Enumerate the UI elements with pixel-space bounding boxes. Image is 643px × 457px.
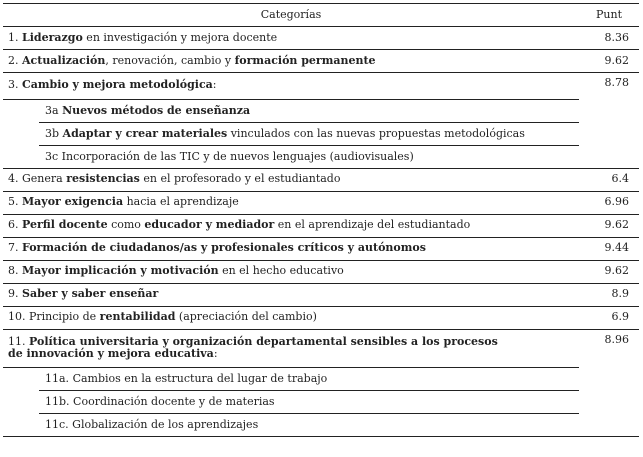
row-score: 8.78 bbox=[604, 76, 629, 89]
subcategory-row bbox=[3, 99, 639, 123]
subcategory-label: 3a Nuevos métodos de enseñanza bbox=[39, 100, 579, 123]
table-row bbox=[3, 214, 639, 237]
subcategory-label: 3c Incorporación de las TIC y de nuevos lenguajes (audiovisuales) bbox=[45, 149, 414, 163]
subcategory-row bbox=[3, 146, 639, 169]
table-row bbox=[3, 50, 639, 73]
row-label: 2. Actualización, renovación, cambio y formación permanente bbox=[3, 50, 579, 73]
categories-table bbox=[3, 3, 639, 437]
row-score: 9.62 bbox=[579, 214, 639, 237]
row-score: 9.62 bbox=[579, 50, 639, 73]
row-score: 8.36 bbox=[579, 27, 639, 50]
row-score: 8.9 bbox=[579, 283, 639, 306]
table-row bbox=[3, 191, 639, 214]
row-label: 1. Liderazgo en investigación y mejora docente bbox=[3, 27, 579, 50]
table-row bbox=[3, 237, 639, 260]
row-score: 9.62 bbox=[579, 260, 639, 283]
header-categories: Categorías bbox=[3, 4, 579, 27]
row-score: 8.96 bbox=[604, 332, 629, 346]
row-label: 8. Mayor implicación y motivación en el hecho educativo bbox=[3, 260, 579, 283]
subcategory-label: 11b. Coordinación docente y de materias bbox=[39, 391, 579, 414]
table-row bbox=[3, 168, 639, 191]
header-score: Punt bbox=[579, 4, 639, 27]
header-row bbox=[3, 4, 639, 27]
subcategory-row bbox=[3, 123, 639, 146]
subcategory-row bbox=[3, 368, 639, 392]
row-label: 7. Formación de ciudadanos/as y profesionales críticos y autónomos bbox=[3, 237, 579, 260]
subcategory-label: 11a. Cambios en la estructura del lugar de trabajo bbox=[39, 368, 579, 391]
categories-table-container bbox=[3, 3, 639, 437]
table-row bbox=[3, 306, 639, 329]
table-row bbox=[3, 329, 639, 368]
row-label: 4. Genera resistencias en el profesorado y el estudiantado bbox=[3, 168, 579, 191]
table-row bbox=[3, 283, 639, 306]
row-label: 9. Saber y saber enseñar bbox=[3, 283, 579, 306]
row-score: 9.44 bbox=[579, 237, 639, 260]
row-score: 6.96 bbox=[579, 191, 639, 214]
row-label: 3. Cambio y mejora metodológica: bbox=[3, 73, 579, 100]
subcategory-row bbox=[3, 414, 639, 437]
row-score: 6.4 bbox=[579, 168, 639, 191]
row-label: 5. Mayor exigencia hacia el aprendizaje bbox=[3, 191, 579, 214]
table-row bbox=[3, 73, 639, 100]
row-label: 11. Política universitaria y organización departamental sensibles a los procesos de innovación y mejora educativa: bbox=[3, 329, 579, 368]
row-label: 10. Principio de rentabilidad (apreciación del cambio) bbox=[3, 306, 579, 329]
subcategory-label: 11c. Globalización de los aprendizajes bbox=[45, 418, 259, 431]
subcategory-row bbox=[3, 391, 639, 414]
table-row bbox=[3, 260, 639, 283]
row-score: 6.9 bbox=[579, 306, 639, 329]
table-row bbox=[3, 27, 639, 50]
subcategory-label: 3b Adaptar y crear materiales vinculados con las nuevas propuestas metodológicas bbox=[39, 123, 579, 146]
row-label: 6. Perfil docente como educador y mediador en el aprendizaje del estudiantado bbox=[3, 214, 579, 237]
